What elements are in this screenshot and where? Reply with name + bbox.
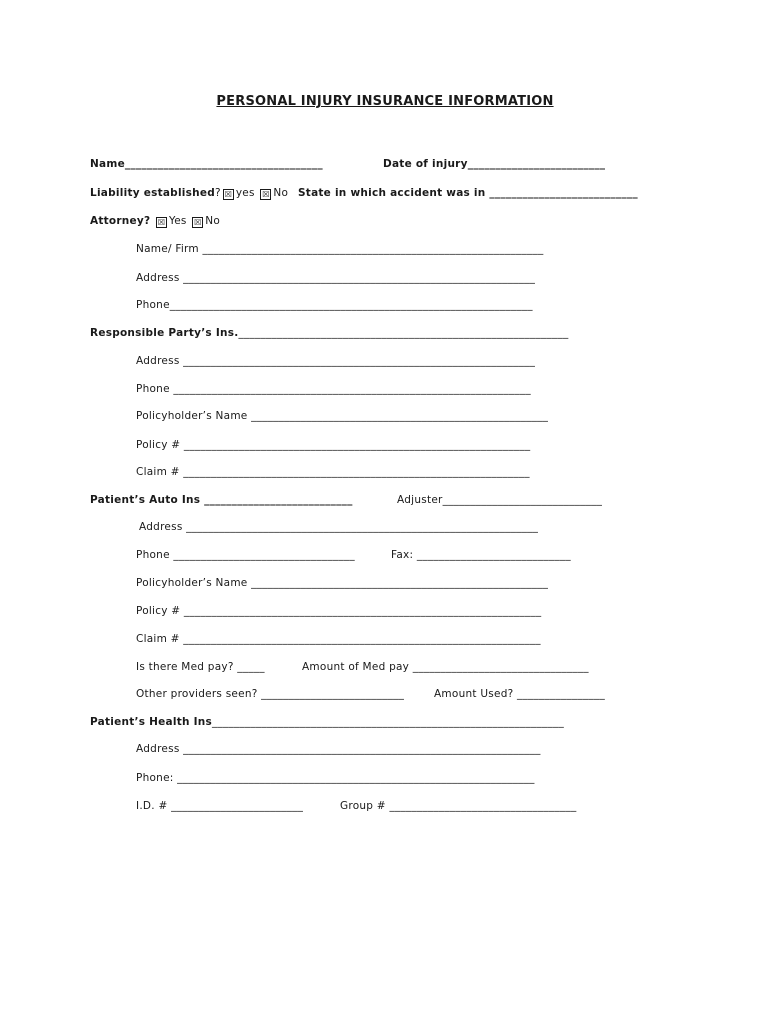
med-pay-question-field[interactable]: Is there Med pay? _____ xyxy=(136,661,265,673)
health-phone-field[interactable]: Phone: _________________________________________________________________ xyxy=(136,772,535,784)
auto-phone-field[interactable]: Phone _________________________________ xyxy=(136,549,355,561)
accident-state-field[interactable]: State in which accident was in ___________________________ xyxy=(298,187,638,199)
attorney-row xyxy=(90,214,220,228)
med-pay-amount-field[interactable]: Amount of Med pay ________________________________ xyxy=(302,661,589,673)
other-providers-field[interactable]: Other providers seen? __________________________ xyxy=(136,688,405,700)
name-field[interactable]: Name____________________________________ xyxy=(90,158,323,170)
attorney-label: Attorney? xyxy=(90,215,151,227)
patient-health-ins-line[interactable]: ________________________________________________________________ xyxy=(212,716,565,728)
responsible-party-ins-line[interactable]: ____________________________________________________________ xyxy=(238,327,569,339)
amount-used-field[interactable]: Amount Used? ________________ xyxy=(434,688,606,700)
health-address-field[interactable]: Address _________________________________________________________________ xyxy=(136,743,541,755)
auto-fax-field[interactable]: Fax: ____________________________ xyxy=(391,549,571,561)
form-title: PERSONAL INJURY INSURANCE INFORMATION xyxy=(216,94,554,109)
attorney-address-field[interactable]: Address ________________________________________________________________ xyxy=(136,272,536,284)
liability-question-mark: ? xyxy=(215,187,221,199)
health-group-field[interactable]: Group # __________________________________ xyxy=(340,800,577,812)
auto-address-field[interactable]: Address ________________________________________________________________ xyxy=(139,521,539,533)
attorney-no-label: No xyxy=(205,215,221,227)
attorney-yes-checkbox[interactable]: ☒ xyxy=(157,218,166,227)
patient-health-ins-label: Patient’s Health Ins xyxy=(90,716,213,728)
date-of-injury-field[interactable]: Date of injury_________________________ xyxy=(383,158,606,170)
patient-health-ins-row[interactable] xyxy=(90,715,564,729)
attorney-name-firm-field[interactable]: Name/ Firm ______________________________________________________________ xyxy=(136,243,544,255)
liability-row xyxy=(90,186,288,200)
liability-label: Liability established xyxy=(90,187,216,199)
auto-policyholder-field[interactable]: Policyholder’s Name ______________________________________________________ xyxy=(136,577,549,589)
responsible-claim-field[interactable]: Claim # _______________________________________________________________ xyxy=(136,466,530,478)
responsible-address-field[interactable]: Address ________________________________________________________________ xyxy=(136,355,536,367)
liability-yes-checkbox[interactable]: ☒ xyxy=(224,190,232,199)
responsible-party-ins-label: Responsible Party’s Ins. xyxy=(90,327,239,339)
attorney-phone-field[interactable]: Phone__________________________________________________________________ xyxy=(136,299,533,311)
auto-claim-field[interactable]: Claim # _________________________________________________________________ xyxy=(136,633,541,645)
patient-auto-ins-field[interactable]: Patient’s Auto Ins ___________________________ xyxy=(90,494,353,506)
responsible-party-ins-row[interactable] xyxy=(90,326,568,340)
liability-no-checkbox[interactable]: ☒ xyxy=(262,190,270,199)
attorney-yes-label: Yes xyxy=(168,215,187,227)
responsible-policy-field[interactable]: Policy # _______________________________________________________________ xyxy=(136,439,531,451)
responsible-policyholder-field[interactable]: Policyholder’s Name ______________________________________________________ xyxy=(136,410,549,422)
attorney-no-checkbox[interactable]: ☒ xyxy=(194,218,202,227)
liability-yes-label: yes xyxy=(235,187,255,199)
auto-adjuster-field[interactable]: Adjuster_____________________________ xyxy=(397,494,603,506)
auto-policy-field[interactable]: Policy # _________________________________________________________________ xyxy=(136,605,542,617)
health-id-field[interactable]: I.D. # ________________________ xyxy=(136,800,304,812)
liability-no-label: No xyxy=(273,187,289,199)
responsible-phone-field[interactable]: Phone _________________________________________________________________ xyxy=(136,383,531,395)
